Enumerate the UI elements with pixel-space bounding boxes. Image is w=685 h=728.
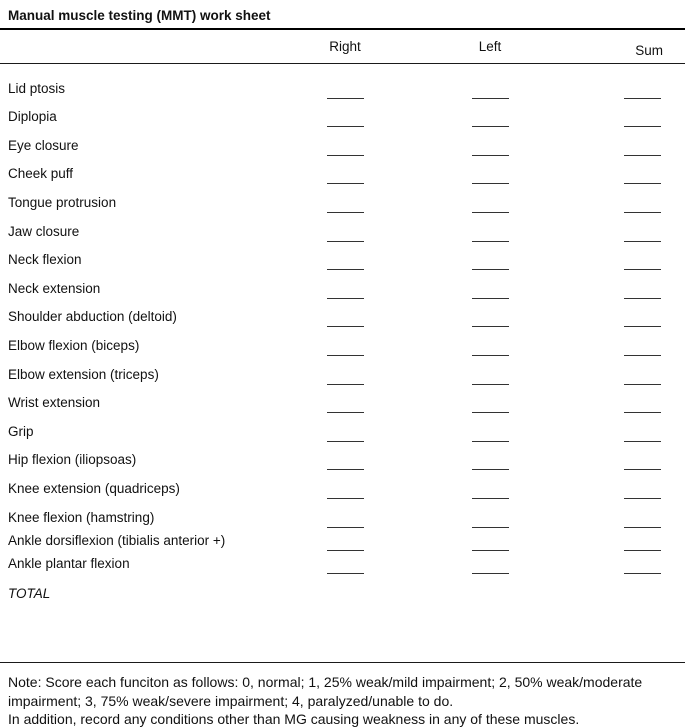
row-label: Tongue protrusion	[8, 194, 117, 210]
score-blank-left	[472, 441, 509, 442]
score-blank-sum	[624, 469, 661, 470]
score-cell-right	[275, 384, 415, 389]
score-cell-sum	[565, 298, 685, 303]
score-blank-right	[327, 384, 364, 385]
score-cell-right	[275, 241, 415, 246]
score-blank-sum	[624, 441, 661, 442]
row-label: Neck extension	[8, 280, 101, 296]
score-cell-right	[275, 355, 415, 360]
score-blank-right	[327, 550, 364, 551]
score-cell-left	[415, 412, 565, 417]
table-row	[0, 555, 685, 578]
score-cell-sum	[565, 126, 685, 131]
score-cell-right	[275, 498, 415, 503]
score-cell-sum	[565, 412, 685, 417]
score-blank-sum	[624, 269, 661, 270]
row-label: Knee extension (quadriceps)	[8, 480, 180, 496]
table-row	[0, 131, 685, 160]
table-row	[0, 103, 685, 132]
score-blank-right	[327, 573, 364, 574]
score-blank-left	[472, 269, 509, 270]
score-blank-sum	[624, 498, 661, 499]
table-row	[0, 532, 685, 555]
score-cell-right	[275, 155, 415, 160]
score-blank-right	[327, 183, 364, 184]
score-blank-sum	[624, 412, 661, 413]
score-cell-left	[415, 298, 565, 303]
score-cell-sum	[565, 212, 685, 217]
table-row	[0, 217, 685, 246]
table-row	[0, 188, 685, 217]
score-blank-right	[327, 212, 364, 213]
score-blank-left	[472, 98, 509, 99]
score-blank-sum	[624, 98, 661, 99]
score-cell-left	[415, 155, 565, 160]
score-cell-left	[415, 355, 565, 360]
score-cell-left	[415, 469, 565, 474]
row-label: Lid ptosis	[8, 80, 66, 96]
score-cell-sum	[565, 155, 685, 160]
score-cell-right	[275, 573, 415, 578]
score-blank-right	[327, 441, 364, 442]
row-label: Shoulder abduction (deltoid)	[8, 309, 177, 325]
score-cell-right	[275, 469, 415, 474]
table-row	[0, 274, 685, 303]
table-row	[0, 389, 685, 418]
score-blank-sum	[624, 212, 661, 213]
score-cell-right	[275, 126, 415, 131]
score-cell-left	[415, 326, 565, 331]
score-cell-left	[415, 573, 565, 578]
score-blank-right	[327, 527, 364, 528]
score-cell-left	[415, 241, 565, 246]
score-blank-left	[472, 155, 509, 156]
score-blank-sum	[624, 550, 661, 551]
row-label: TOTAL	[8, 585, 51, 601]
table-row	[0, 503, 685, 532]
table-row	[0, 74, 685, 103]
table-row	[0, 303, 685, 332]
score-blank-sum	[624, 527, 661, 528]
row-label: Diplopia	[8, 109, 57, 125]
score-cell-left	[415, 441, 565, 446]
score-cell-left	[415, 269, 565, 274]
score-cell-left	[415, 550, 565, 555]
column-header-right: Right	[329, 39, 361, 54]
score-cell-left	[415, 212, 565, 217]
table-row	[0, 446, 685, 475]
score-cell-right	[275, 412, 415, 417]
score-cell-right	[275, 326, 415, 331]
score-blank-sum	[624, 355, 661, 356]
score-cell-right	[275, 183, 415, 188]
row-label: Grip	[8, 423, 34, 439]
score-cell-sum	[565, 355, 685, 360]
score-cell-sum	[565, 441, 685, 446]
score-blank-left	[472, 573, 509, 574]
score-blank-right	[327, 469, 364, 470]
score-cell-right	[275, 550, 415, 555]
score-cell-sum	[565, 573, 685, 578]
row-label: Hip flexion (iliopsoas)	[8, 452, 137, 468]
score-blank-left	[472, 212, 509, 213]
page-title: Manual muscle testing (MMT) work sheet	[8, 8, 271, 23]
row-label: Ankle dorsiflexion (tibialis anterior +)	[8, 532, 226, 548]
score-cell-right	[275, 298, 415, 303]
score-blank-left	[472, 527, 509, 528]
table-body	[0, 64, 685, 608]
table-row	[0, 417, 685, 446]
score-cell-right	[275, 527, 415, 532]
score-cell-sum	[565, 326, 685, 331]
score-blank-sum	[624, 241, 661, 242]
score-blank-left	[472, 298, 509, 299]
table-row	[0, 160, 685, 189]
score-cell-sum	[565, 98, 685, 103]
score-cell-left	[415, 126, 565, 131]
score-blank-right	[327, 326, 364, 327]
score-blank-right	[327, 498, 364, 499]
row-label: Cheek puff	[8, 166, 74, 182]
table-row	[0, 474, 685, 503]
score-cell-sum	[565, 550, 685, 555]
score-blank-right	[327, 269, 364, 270]
row-label: Wrist extension	[8, 395, 101, 411]
score-blank-left	[472, 241, 509, 242]
score-cell-sum	[565, 527, 685, 532]
score-cell-left	[415, 527, 565, 532]
score-blank-right	[327, 98, 364, 99]
score-cell-left	[415, 183, 565, 188]
row-label: Jaw closure	[8, 223, 80, 239]
score-blank-right	[327, 126, 364, 127]
score-cell-sum	[565, 183, 685, 188]
score-blank-left	[472, 126, 509, 127]
table-row	[0, 360, 685, 389]
score-blank-sum	[624, 183, 661, 184]
note-text	[0, 663, 685, 728]
score-blank-right	[327, 298, 364, 299]
column-header-sum: Sum	[635, 42, 663, 58]
row-label: Neck flexion	[8, 252, 82, 268]
row-label: Eye closure	[8, 137, 79, 153]
score-cell-sum	[565, 469, 685, 474]
score-blank-left	[472, 183, 509, 184]
table-row	[0, 246, 685, 275]
score-blank-left	[472, 498, 509, 499]
score-blank-right	[327, 241, 364, 242]
row-label: Elbow extension (triceps)	[8, 366, 159, 382]
column-header-left: Left	[478, 39, 502, 54]
score-cell-sum	[565, 384, 685, 389]
score-cell-left	[415, 98, 565, 103]
score-blank-left	[472, 384, 509, 385]
score-blank-right	[327, 355, 364, 356]
score-cell-sum	[565, 241, 685, 246]
score-cell-sum	[565, 269, 685, 274]
bottom-spacer	[0, 608, 685, 663]
score-blank-sum	[624, 326, 661, 327]
score-cell-right	[275, 441, 415, 446]
score-blank-sum	[624, 298, 661, 299]
score-cell-right	[275, 269, 415, 274]
score-blank-left	[472, 550, 509, 551]
row-label: Ankle plantar flexion	[8, 555, 130, 571]
row-label: Knee flexion (hamstring)	[8, 509, 155, 525]
score-blank-right	[327, 412, 364, 413]
note-scoring-text: Note: Score each funciton as follows: 0, normal; 1, 25% weak/mild impairment; 2, 50% weak/moderate impairment; 3, 75% weak/severe impairment; 4, paralyzed/unable to do.	[8, 674, 643, 709]
table-row	[0, 331, 685, 360]
score-blank-left	[472, 469, 509, 470]
score-blank-sum	[624, 573, 661, 574]
score-blank-left	[472, 412, 509, 413]
score-cell-right	[275, 212, 415, 217]
table-header	[0, 30, 685, 63]
score-blank-sum	[624, 155, 661, 156]
score-blank-left	[472, 326, 509, 327]
note-addendum-text: In addition, record any conditions other than MG causing weakness in any of these muscles.	[8, 710, 580, 727]
table-row	[0, 578, 685, 608]
score-blank-sum	[624, 384, 661, 385]
score-cell-right	[275, 98, 415, 103]
score-blank-right	[327, 155, 364, 156]
score-blank-sum	[624, 126, 661, 127]
score-cell-left	[415, 384, 565, 389]
score-blank-left	[472, 355, 509, 356]
row-label: Elbow flexion (biceps)	[8, 337, 140, 353]
score-cell-left	[415, 498, 565, 503]
score-cell-sum	[565, 498, 685, 503]
